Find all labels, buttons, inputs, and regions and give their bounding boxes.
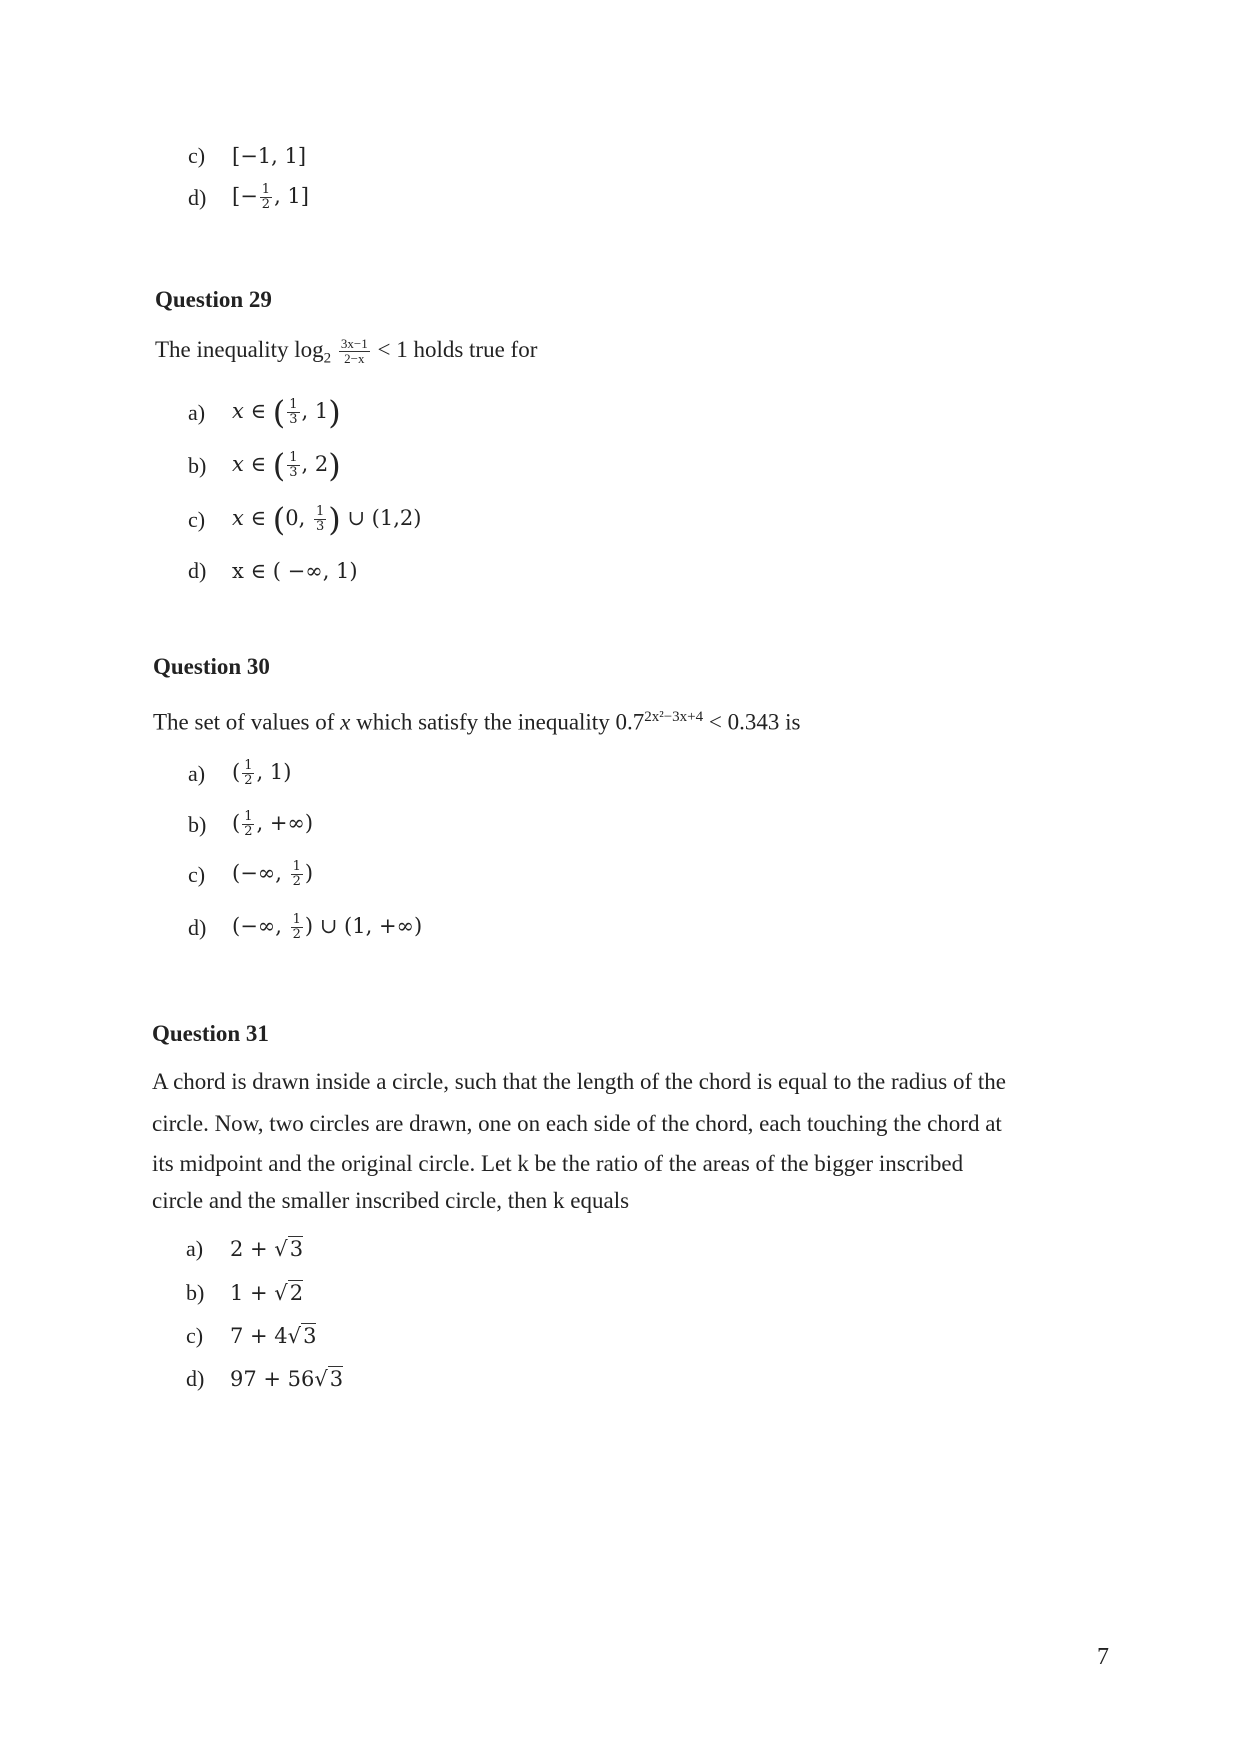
- q29-option-c: c) x ∈ (0, $\frac{1}{3}$ ) ∪ (1,2): [188, 500, 422, 539]
- question-29-title: Question 29: [155, 287, 272, 312]
- fraction: $\frac{1}{2}$: [261, 182, 271, 212]
- q31-option-c: c) 7 + 4√3: [186, 1323, 317, 1348]
- fraction: $\frac{1}{3}$: [289, 450, 298, 480]
- question-29-stem: The inequality $\log_2$ $\frac{3x-1}{2-x}$ < 1 holds true for: [155, 336, 538, 367]
- fraction: $\frac{1}{2}$: [244, 809, 253, 839]
- fraction: $\frac{1}{2}$: [292, 859, 301, 889]
- question-31-stem-line-3: its midpoint and the original circle. Let k be the ratio of the areas of the bigger inscribed: [152, 1151, 964, 1176]
- question-30-title: Question 30: [153, 654, 270, 679]
- q31-option-b: b) 1 + √2: [186, 1280, 304, 1305]
- question-31-stem-line-1: A chord is drawn inside a circle, such that the length of the chord is equal to the radius of the: [152, 1069, 1006, 1094]
- question-31-stem-line-4: circle and the smaller inscribed circle, then k equals: [152, 1188, 630, 1213]
- q29-option-a: a) x ∈ ( $\frac{1}{3}$ , 1): [188, 393, 341, 432]
- q31-option-a: a) 2 + √3: [186, 1236, 304, 1261]
- fraction: $\frac{1}{2}$: [244, 758, 253, 788]
- fraction: $\frac{1}{2}$: [292, 912, 301, 942]
- fraction: $\frac{1}{3}$: [315, 504, 325, 534]
- q29-option-b: b) x ∈ ( $\frac{1}{3}$ , 2): [188, 446, 341, 485]
- q30-option-a: a) ( $\frac{1}{2}$ , 1): [188, 758, 292, 788]
- q30-option-d: d) (−∞, $\frac{1}{2}$ ) ∪ (1, +∞): [188, 912, 423, 942]
- prev-option-c: c) [−1, 1]: [188, 143, 307, 168]
- question-31-stem-line-2: circle. Now, two circles are drawn, one on each side of the chord, each touching the chord at: [152, 1111, 1002, 1136]
- fraction: $\frac{3x-1}{2-x}$: [340, 336, 368, 367]
- q30-option-c: c) (−∞, $\frac{1}{2}$ ): [188, 859, 314, 889]
- question-30-stem: The set of values of x which satisfy the inequality $0.7^{2x^2-3x+4} < 0.343$ is: [153, 709, 801, 735]
- question-31-title: Question 31: [152, 1021, 269, 1046]
- q31-option-d: d) 97 + 56√3: [186, 1366, 344, 1391]
- page-number: 7: [1097, 1644, 1109, 1670]
- q30-option-b: b) ( $\frac{1}{2}$ , +∞): [188, 809, 314, 839]
- option-math: [− $\frac{1}{2}$ , 1]: [232, 182, 309, 212]
- q29-option-d: d) x ∈ ( −∞, 1): [188, 558, 358, 583]
- prev-option-d: d) [− $\frac{1}{2}$ , 1]: [188, 182, 309, 212]
- fraction: $\frac{1}{3}$: [289, 397, 298, 427]
